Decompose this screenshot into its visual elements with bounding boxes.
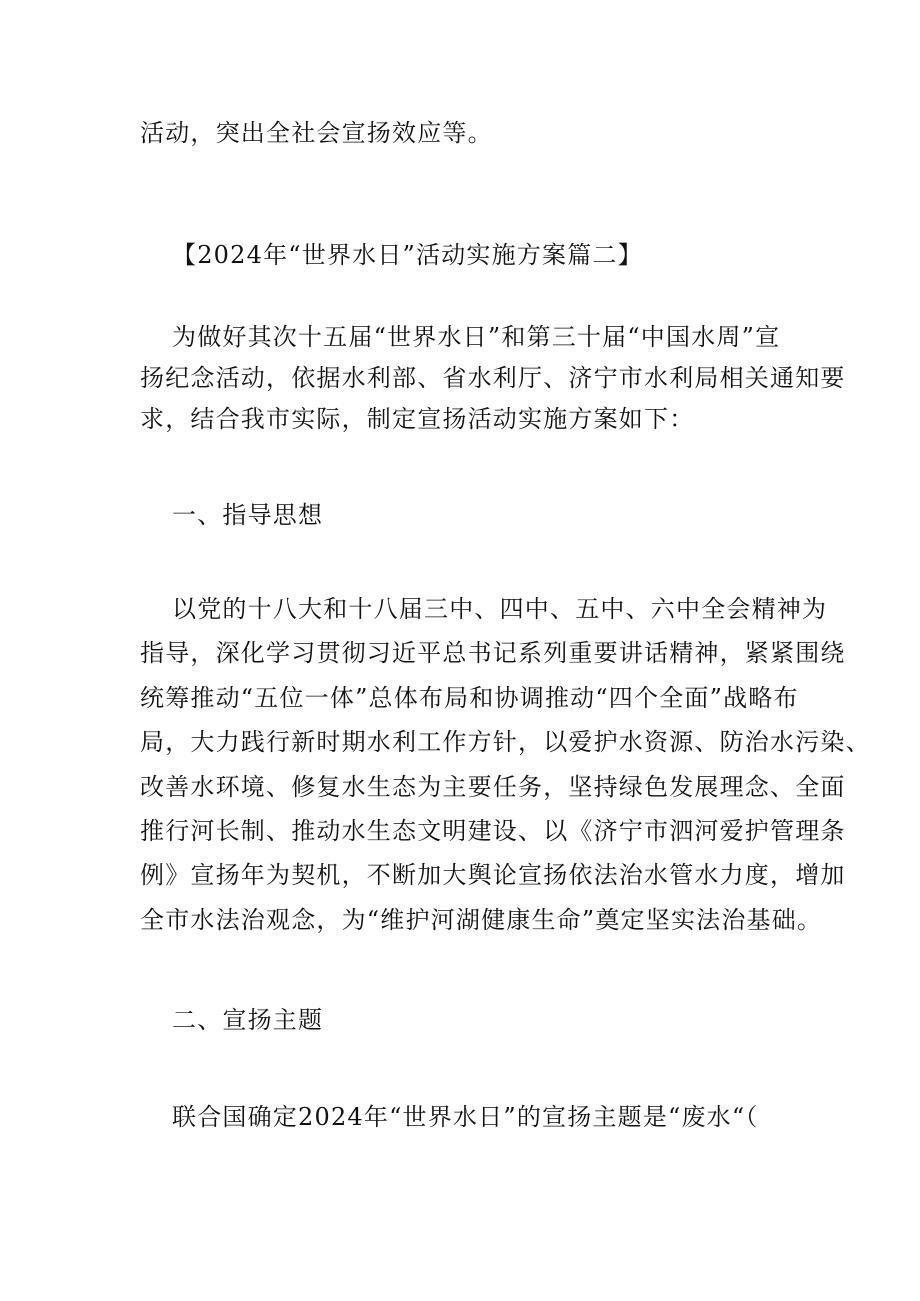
para2-line-4: 局，大力践行新时期水利工作方针，以爱护水资源、防治水污染、 (140, 728, 871, 756)
heading-guiding-thought: 一、指导思想 (172, 501, 324, 529)
para2-line-5: 改善水环境、修复水生态为主要任务，坚持绿色发展理念、全面 (140, 773, 846, 801)
para2-line-3: 统筹推动“五位一体”总体布局和协调推动“四个全面”战略布 (140, 684, 799, 712)
para2-line-8: 全市水法治观念，为“维护河湖健康生命”奠定坚实法治基础。 (140, 906, 823, 934)
para2-line-1: 以党的十八大和十八届三中、四中、五中、六中全会精神为 (172, 595, 828, 623)
para2-line-7: 例》宣扬年为契机，不断加大舆论宣扬依法治水管水力度，增加 (140, 861, 846, 889)
para2-line-2: 指导，深化学习贯彻习近平总书记系列重要讲话精神，紧紧围绕 (140, 639, 846, 667)
para2-line-6: 推行河长制、推动水生态文明建设、以《济宁市泗河爱护管理条 (140, 817, 846, 845)
para1-line-1: 为做好其次十五届“世界水日”和第三十届“中国水周”宣 (172, 323, 781, 351)
para1-line-3: 求，结合我市实际，制定宣扬活动实施方案如下： (140, 405, 695, 433)
section-title: 【2024年“世界水日”活动实施方案篇二】 (172, 241, 643, 269)
intro-tail-line: 活动，突出全社会宣扬效应等。 (140, 119, 493, 147)
heading-publicity-theme: 二、宣扬主题 (172, 1006, 324, 1034)
para1-line-2: 扬纪念活动，依据水利部、省水利厅、济宁市水利局相关通知要 (140, 364, 846, 392)
para3-line-1: 联合国确定2024年“世界水日”的宣扬主题是“废水“（ (172, 1103, 759, 1131)
